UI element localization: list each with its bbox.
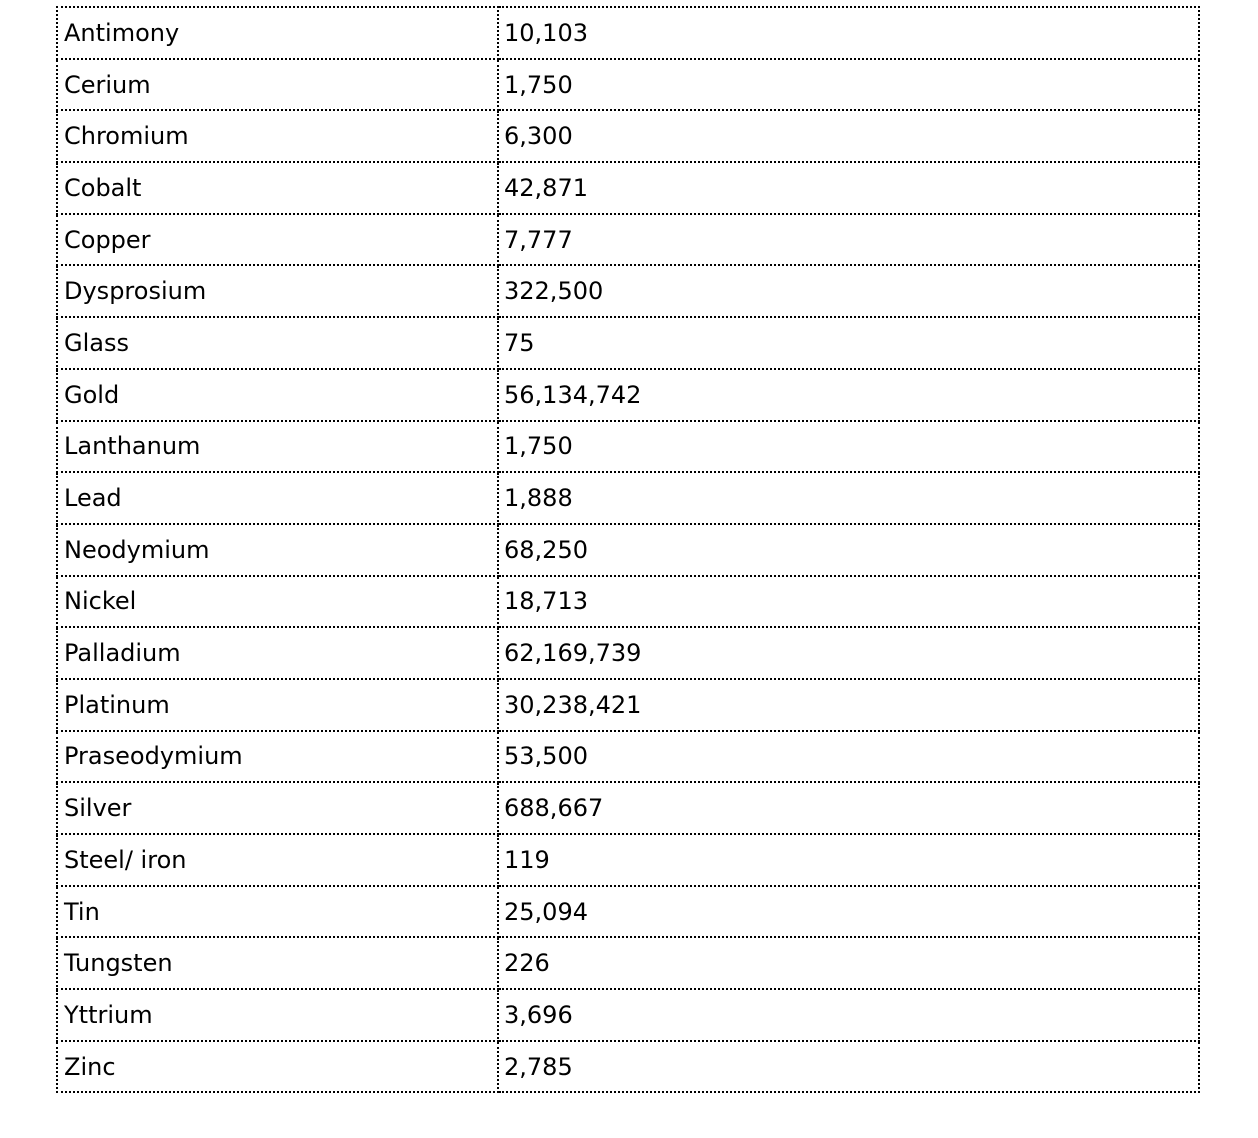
material-name-cell: Tungsten <box>57 937 498 989</box>
material-value-cell: 688,667 <box>498 782 1199 834</box>
material-name-cell: Steel/ iron <box>57 834 498 886</box>
table-row <box>57 110 1199 162</box>
material-name-cell: Lanthanum <box>57 421 498 473</box>
table-row <box>57 731 1199 783</box>
table-row <box>57 989 1199 1041</box>
material-name-cell: Copper <box>57 214 498 266</box>
material-value-cell: 68,250 <box>498 524 1199 576</box>
material-name-cell: Dysprosium <box>57 265 498 317</box>
material-name-cell: Zinc <box>57 1041 498 1093</box>
table-row <box>57 834 1199 886</box>
table-row <box>57 7 1199 59</box>
material-name-cell: Cerium <box>57 59 498 111</box>
table-row <box>57 59 1199 111</box>
material-name-cell: Platinum <box>57 679 498 731</box>
material-value-cell: 1,750 <box>498 421 1199 473</box>
material-name-cell: Neodymium <box>57 524 498 576</box>
table-row <box>57 214 1199 266</box>
table-body <box>57 7 1199 1092</box>
material-name-cell: Tin <box>57 886 498 938</box>
table-row <box>57 472 1199 524</box>
material-value-cell: 2,785 <box>498 1041 1199 1093</box>
table-row <box>57 627 1199 679</box>
table-row <box>57 886 1199 938</box>
table-row <box>57 679 1199 731</box>
material-value-cell: 53,500 <box>498 731 1199 783</box>
material-value-cell: 30,238,421 <box>498 679 1199 731</box>
material-name-cell: Palladium <box>57 627 498 679</box>
table-row <box>57 576 1199 628</box>
material-name-cell: Glass <box>57 317 498 369</box>
material-value-cell: 56,134,742 <box>498 369 1199 421</box>
table-row <box>57 782 1199 834</box>
table-row <box>57 162 1199 214</box>
material-value-cell: 119 <box>498 834 1199 886</box>
table-row <box>57 265 1199 317</box>
material-value-cell: 226 <box>498 937 1199 989</box>
material-value-cell: 322,500 <box>498 265 1199 317</box>
table-row <box>57 421 1199 473</box>
material-value-cell: 7,777 <box>498 214 1199 266</box>
material-name-cell: Gold <box>57 369 498 421</box>
table-row <box>57 937 1199 989</box>
material-name-cell: Nickel <box>57 576 498 628</box>
material-name-cell: Antimony <box>57 7 498 59</box>
material-value-cell: 6,300 <box>498 110 1199 162</box>
table-row <box>57 1041 1199 1093</box>
material-value-cell: 42,871 <box>498 162 1199 214</box>
table-row <box>57 524 1199 576</box>
material-value-cell: 1,888 <box>498 472 1199 524</box>
material-value-cell: 10,103 <box>498 7 1199 59</box>
material-name-cell: Cobalt <box>57 162 498 214</box>
material-name-cell: Chromium <box>57 110 498 162</box>
material-value-cell: 18,713 <box>498 576 1199 628</box>
material-value-cell: 3,696 <box>498 989 1199 1041</box>
material-name-cell: Silver <box>57 782 498 834</box>
material-name-cell: Praseodymium <box>57 731 498 783</box>
material-value-cell: 62,169,739 <box>498 627 1199 679</box>
material-value-cell: 25,094 <box>498 886 1199 938</box>
table-row <box>57 317 1199 369</box>
table-row <box>57 369 1199 421</box>
material-value-cell: 1,750 <box>498 59 1199 111</box>
materials-value-table <box>56 6 1200 1093</box>
material-name-cell: Yttrium <box>57 989 498 1041</box>
material-value-cell: 75 <box>498 317 1199 369</box>
material-name-cell: Lead <box>57 472 498 524</box>
